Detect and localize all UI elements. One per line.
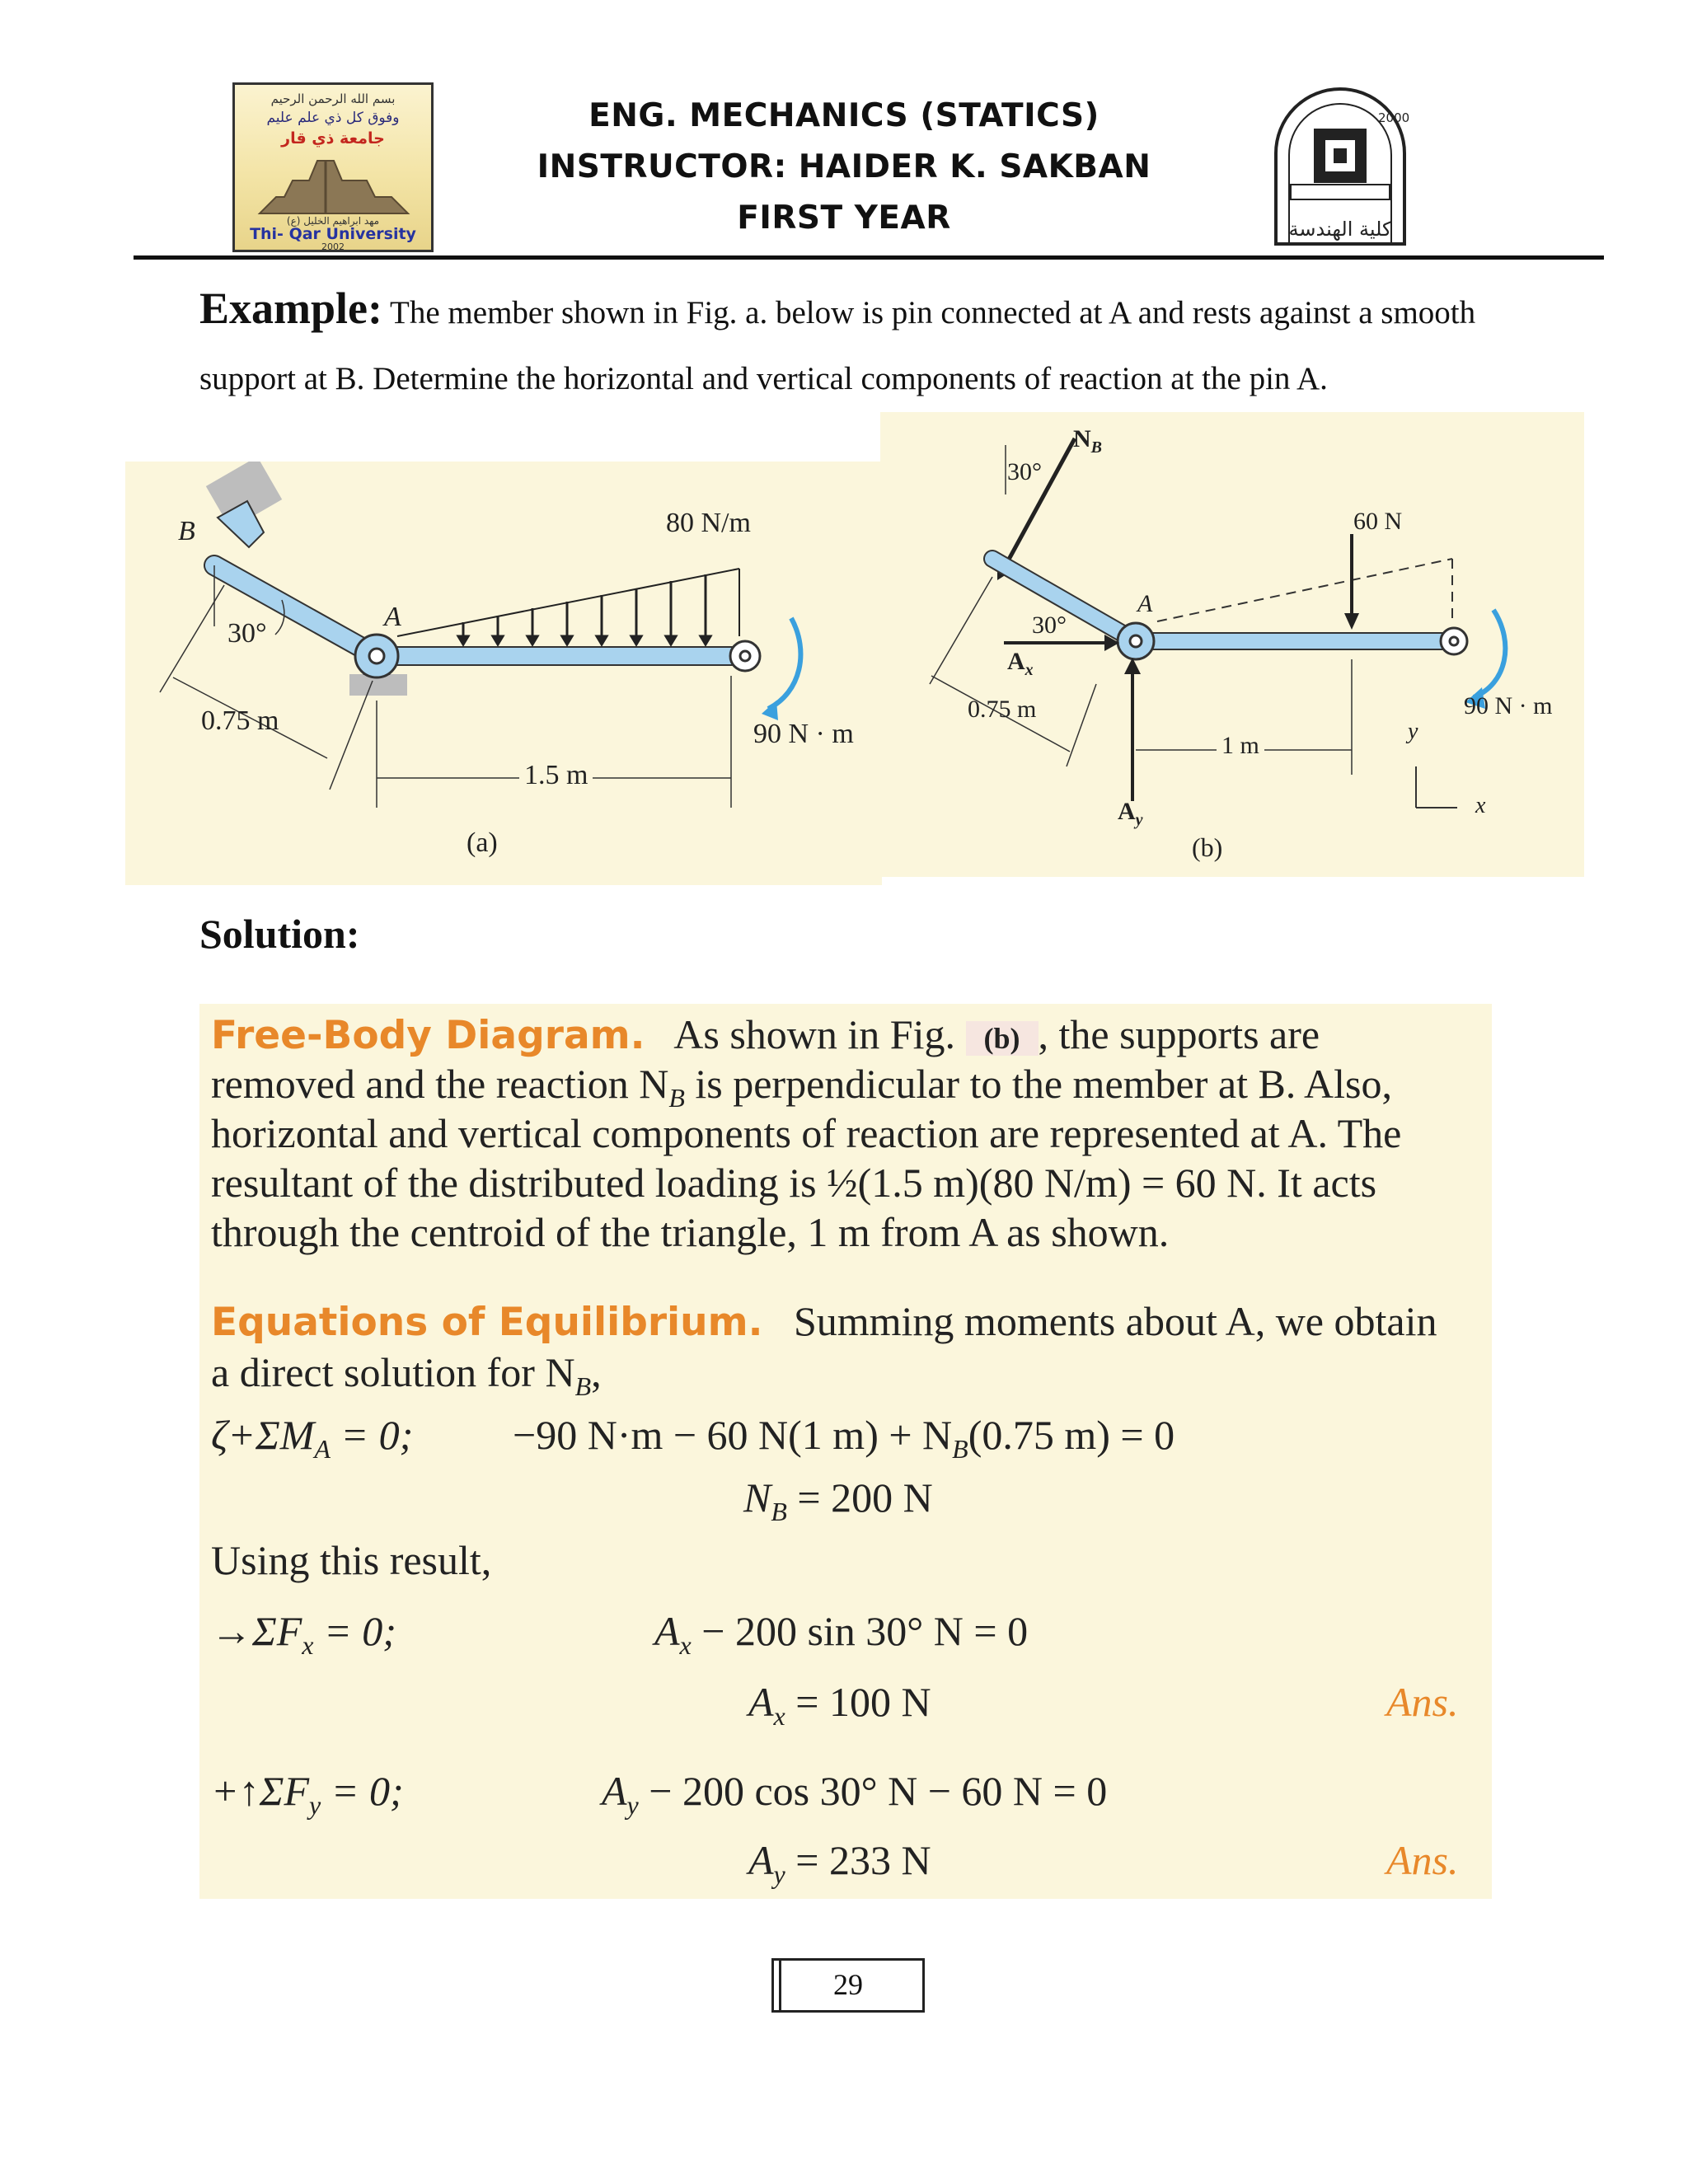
college-logo (1266, 79, 1414, 252)
college-logo-year: 2000 (1378, 110, 1410, 125)
fx-eq: $A_x - 200$ sin 30° N = 0 (654, 1608, 1029, 1660)
figure-a-drawing (125, 462, 882, 885)
solution-panel (199, 1004, 1492, 1899)
example-text-line2: support at B. Determine the horizontal and vertical components of reaction at the pin A. (199, 361, 1328, 396)
example-text-line1: The member shown in Fig. a. below is pin connected at A and rests against a smooth (390, 295, 1476, 330)
fig-a-angle: 30° (227, 618, 267, 649)
answer-ax: Ans. (1386, 1679, 1459, 1725)
fig-a-load: 80 N/m (666, 508, 751, 538)
fbd-line2: removed and the reaction $N_B$ is perpendicular to the member at B. Also, (211, 1061, 1393, 1113)
fig-b-dist-1: 1 m (1217, 732, 1264, 760)
example-statement (199, 275, 1601, 412)
logo-arabic-verse: وفوق كل ذي علم عليم (266, 110, 400, 126)
answer-ay: Ans. (1386, 1837, 1459, 1883)
fig-b-nb: $N_B$ (1073, 425, 1103, 457)
fbd-line4: resultant of the distributed loading is ½(1.5 m)(80 N/m) = 60 N. It acts (211, 1160, 1377, 1206)
fy-left: $+↑\Sigma F_y = 0$; (211, 1768, 404, 1820)
figure-a (125, 462, 882, 885)
fy-eq: $A_y - 200$ cos 30° N − 60 N = 0 (602, 1768, 1108, 1820)
fbd-line3: horizontal and vertical components of reaction are represented at A. The (211, 1110, 1402, 1156)
fig-b-angle-mid: 30° (1032, 612, 1067, 639)
logo-arabic-basmala: بسم الله الرحمن الرحيم (270, 91, 396, 106)
ay-result: $A_y = 233$ N (748, 1837, 931, 1889)
eq-line2: a direct solution for $N_B$, (211, 1349, 602, 1401)
fbd-line5: through the centroid of the triangle, 1 m from A as shown. (211, 1209, 1170, 1255)
fig-b-axis-y: y (1408, 719, 1418, 744)
nb-result: $N_B = 200$ N (743, 1474, 933, 1526)
fig-a-dist-15: 1.5 m (519, 760, 593, 791)
fig-b-ay: $A_y$ (1118, 798, 1143, 829)
course-title: ENG. MECHANICS (STATICS) (588, 97, 1100, 134)
fig-b-dist-075: 0.75 m (968, 696, 1037, 723)
year-label: FIRST YEAR (737, 199, 951, 237)
eq-heading: Equations of Equilibrium. (211, 1300, 763, 1345)
fbd-line1: Free-Body Diagram. As shown in Fig. (b) , the supports are (211, 1011, 1320, 1058)
fig-b-label-a: A (1137, 590, 1153, 617)
example-label: Example: (199, 284, 382, 333)
moment-eq-right: −90 N·m − 60 N(1 $m) + N_B(0.75$ m) = 0 (513, 1412, 1175, 1464)
fig-b-moment: 90 N · m (1464, 692, 1553, 719)
fig-a-label-b: B (178, 516, 195, 546)
eq-line1: Equations of Equilibrium. Summing moments about A, we obtain (211, 1298, 1437, 1345)
logo-arabic-subtitle: مهد ابراهيم الخليل (ع) (286, 215, 380, 227)
fig-reference-badge: (b) (966, 1021, 1039, 1056)
fig-b-ax: $A_x$ (1007, 648, 1034, 679)
college-logo-arabic: كلية الهندسة (1288, 218, 1392, 241)
fig-a-dist-075: 0.75 m (201, 705, 279, 736)
fig-b-force: 60 N (1353, 508, 1403, 535)
fig-b-axis-x: x (1475, 793, 1486, 818)
fx-left: $\to\Sigma F_x = 0$; (211, 1608, 396, 1660)
logo-english-name: Thi- Qar University (250, 225, 416, 243)
moment-eq-left: $\zeta+\Sigma M_A = 0$; (211, 1412, 414, 1464)
page-number: 29 (771, 1958, 925, 2013)
using-result: Using this result, (211, 1537, 492, 1583)
fig-a-moment: 90 N · m (753, 719, 854, 749)
fig-b-caption: (b) (1192, 832, 1223, 862)
figure-b (880, 412, 1584, 877)
ax-result: $A_x = 100$ N (748, 1679, 931, 1731)
fig-a-caption: (a) (467, 827, 498, 858)
instructor-name: INSTRUCTOR: HAIDER K. SAKBAN (537, 148, 1151, 185)
header-divider (134, 255, 1604, 260)
fbd-heading: Free-Body Diagram. (211, 1013, 645, 1058)
logo-arabic-university: جامعة ذي قار (281, 129, 385, 148)
solution-heading: Solution: (199, 911, 360, 957)
fig-a-label-a: A (384, 602, 401, 632)
logo-year: 2002 (321, 241, 345, 252)
fig-b-angle-top: 30° (1007, 458, 1042, 485)
